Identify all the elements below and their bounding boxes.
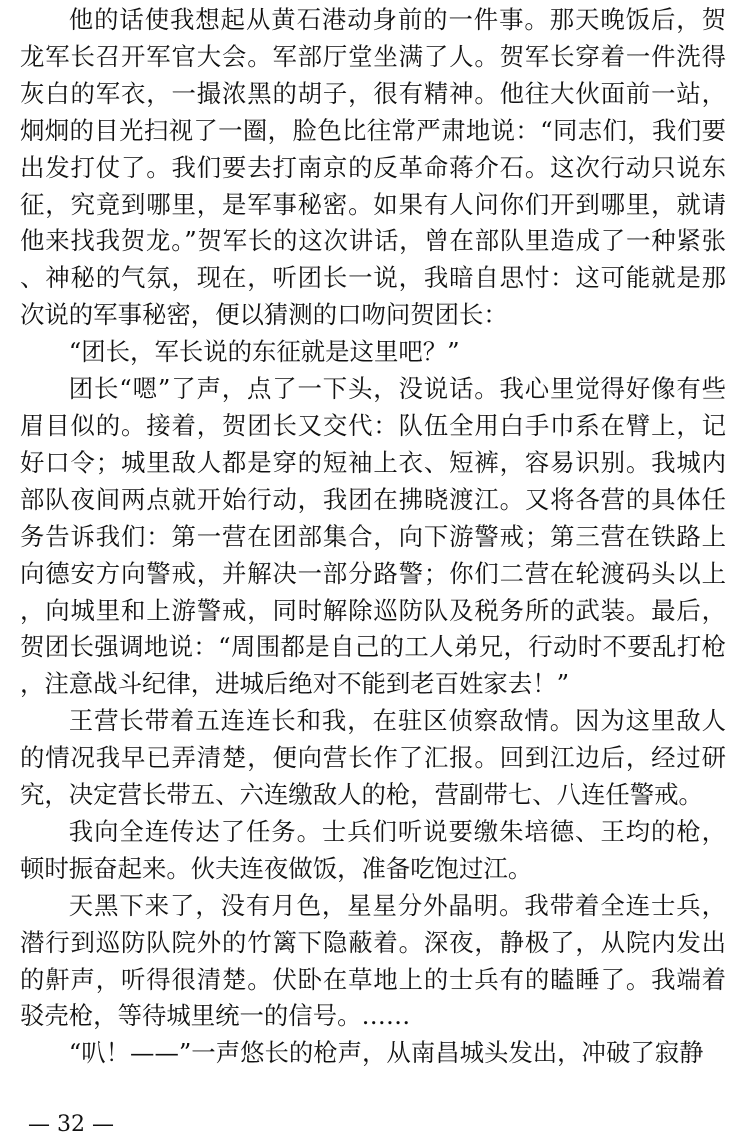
paragraph: “叭！——”一声悠长的枪声，从南昌城头发出，冲破了寂静 (68, 1038, 704, 1068)
page-number: — 32 — (28, 1112, 114, 1137)
paragraph: 王营长带着五连连长和我，在驻区侦察敌情。因为这里敌人的情况我早已弄清楚，便向营长作了汇报。回到江边后，经过研究，决定营长带五、六连缴敌人的枪，营副带七、八连任警戒。 (20, 706, 726, 810)
paragraph: “团长，军长说的东征就是这里吧？” (68, 337, 460, 367)
paragraph: 我向全连传达了任务。士兵们听说要缴朱培德、王均的枪，顿时振奋起来。伙夫连夜做饭，准备吃饱过江。 (20, 816, 726, 883)
body-text (20, 2, 726, 1072)
paragraph: 他的话使我想起从黄石港动身前的一件事。那天晚饭后，贺龙军长召开军官大会。军部厅堂坐满了人。贺军长穿着一件洗得灰白的军衣，一撮浓黑的胡子，很有精神。他往大伙面前一站，炯炯的目光扫视了一圈，脸色比往常严肃地说：“同志们，我们要出发打仗了。我们要去打南京的反革命蒋介石。这次行动只说东征，究竟到哪里，是军事秘密。如果有人问你们开到哪里，就请他来找我贺龙。”贺军长的这次讲话，曾在部队里造成了一种紧张、神秘的气氛，现在，听团长一说，我暗自思忖：这可能就是那次说的军事秘密，便以猜测的口吻问贺团长： (20, 5, 726, 330)
paragraph: 天黑下来了，没有月色，星星分外晶明。我带着全连士兵，潜行到巡防队院外的竹篱下隐蔽着。深夜，静极了，从院内发出的鼾声，听得很清楚。伏卧在草地上的士兵有的瞌睡了。我端着驳壳枪，等待城里统一的信号。…… (20, 890, 726, 1031)
paragraph: 团长“嗯”了声，点了一下头，没说话。我心里觉得好像有些眉目似的。接着，贺团长又交代：队伍全用白手巾系在臂上，记好口令；城里敌人都是穿的短袖上衣、短裤，容易识别。我城内部队夜间两点就开始行动，我团在拂晓渡江。又将各营的具体任务告诉我们：第一营在团部集合，向下游警戒；第三营在铁路上向德安方向警戒，并解决一部分路警；你们二营在轮渡码头以上，向城里和上游警戒，同时解除巡防队及税务所的武装。最后，贺团长强调地说：“周围都是自己的工人弟兄，行动时不要乱打枪，注意战斗纪律，进城后绝对不能到老百姓家去！” (20, 374, 726, 699)
